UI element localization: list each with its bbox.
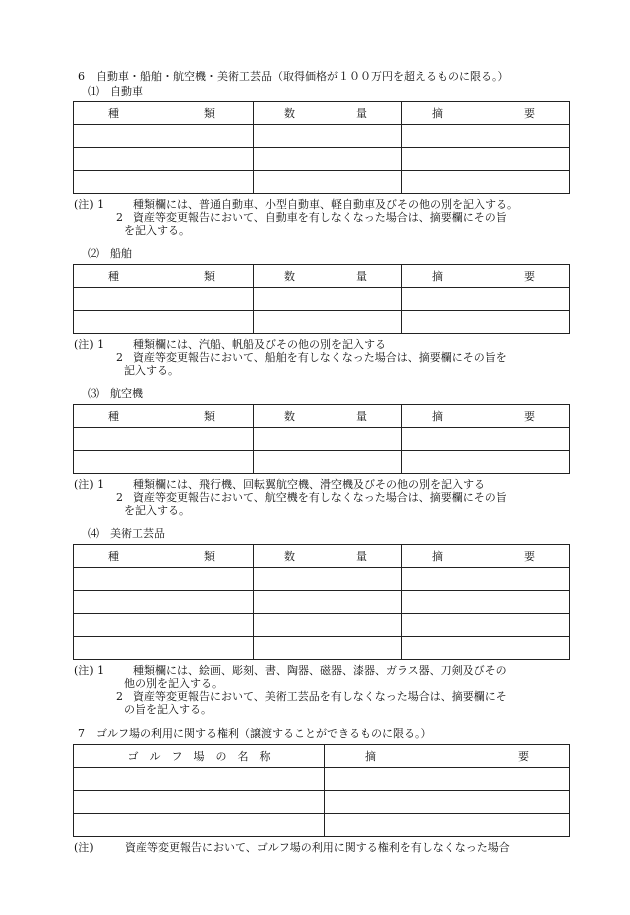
remarks-cell[interactable] bbox=[402, 637, 570, 660]
note-text: 種類欄には、絵画、彫刻、書、陶器、磁器、漆器、ガラス器、刀剣及びその bbox=[133, 664, 507, 677]
qty-cell[interactable] bbox=[254, 568, 402, 591]
table-header-row bbox=[74, 102, 570, 125]
section-7-title: 7 ゴルフ場の利用に関する権利（譲渡することができるものに限る。） bbox=[78, 727, 432, 740]
kind-cell[interactable] bbox=[74, 451, 254, 474]
golf-name-cell[interactable] bbox=[74, 791, 325, 814]
qty-cell[interactable] bbox=[254, 125, 402, 148]
note-text: 他の別を記入する。 bbox=[124, 677, 223, 690]
note-text: 資産等変更報告において、航空機を有しなくなった場合は、摘要欄にその旨 bbox=[133, 491, 507, 504]
qty-cell[interactable] bbox=[254, 451, 402, 474]
header-remarks-a: 摘 bbox=[432, 550, 443, 563]
table-header-row bbox=[74, 405, 570, 428]
header-qty-a: 数 bbox=[284, 107, 295, 120]
aircraft-table bbox=[73, 404, 570, 474]
remarks-cell[interactable] bbox=[402, 171, 570, 194]
remarks-cell[interactable] bbox=[402, 591, 570, 614]
ship-heading: ⑵ 船舶 bbox=[88, 247, 132, 260]
header-kind-a: 種 bbox=[108, 270, 119, 283]
remarks-cell[interactable] bbox=[402, 311, 570, 334]
header-remarks-b: 要 bbox=[524, 270, 535, 283]
table-row bbox=[74, 791, 570, 814]
table-row bbox=[74, 311, 570, 334]
qty-cell[interactable] bbox=[254, 637, 402, 660]
table-row bbox=[74, 637, 570, 660]
header-kind-b: 類 bbox=[204, 270, 215, 283]
header-remarks-a: 摘 bbox=[432, 410, 443, 423]
header-qty-a: 数 bbox=[284, 410, 295, 423]
aircraft-heading: ⑶ 航空機 bbox=[88, 387, 143, 400]
note-text: 種類欄には、汽船、帆船及びその他の別を記入する bbox=[133, 338, 386, 351]
note-mark: 2 bbox=[116, 351, 123, 364]
header-kind-a: 種 bbox=[108, 410, 119, 423]
table-row bbox=[74, 768, 570, 791]
ship-table bbox=[73, 264, 570, 334]
header-golf-name: ゴ ル フ 場 の 名 称 bbox=[127, 750, 271, 763]
kind-cell[interactable] bbox=[74, 125, 254, 148]
note-mark: 2 bbox=[116, 491, 123, 504]
header-remarks-b: 要 bbox=[524, 550, 535, 563]
kind-cell[interactable] bbox=[74, 171, 254, 194]
qty-cell[interactable] bbox=[254, 614, 402, 637]
header-qty-b: 量 bbox=[356, 550, 367, 563]
header-remarks-a: 摘 bbox=[365, 750, 376, 763]
kind-cell[interactable] bbox=[74, 311, 254, 334]
kind-cell[interactable] bbox=[74, 614, 254, 637]
kind-cell[interactable] bbox=[74, 148, 254, 171]
remarks-cell[interactable] bbox=[325, 814, 570, 837]
kind-cell[interactable] bbox=[74, 568, 254, 591]
note-mark: 2 bbox=[116, 690, 123, 703]
note-text: を記入する。 bbox=[124, 504, 190, 517]
header-qty-a: 数 bbox=[284, 270, 295, 283]
remarks-cell[interactable] bbox=[402, 148, 570, 171]
header-kind-b: 類 bbox=[204, 550, 215, 563]
header-remarks-b: 要 bbox=[524, 107, 535, 120]
car-heading: ⑴ 自動車 bbox=[88, 85, 143, 98]
note-mark: (注) 1 bbox=[74, 198, 105, 211]
note-text: 記入する。 bbox=[124, 364, 179, 377]
table-row bbox=[74, 591, 570, 614]
table-header-row bbox=[74, 745, 570, 768]
qty-cell[interactable] bbox=[254, 171, 402, 194]
golf-table bbox=[73, 744, 570, 837]
table-row bbox=[74, 451, 570, 474]
note-text: 資産等変更報告において、ゴルフ場の利用に関する権利を有しなくなった場合 bbox=[125, 841, 510, 854]
table-row bbox=[74, 288, 570, 311]
header-qty-b: 量 bbox=[356, 270, 367, 283]
header-remarks-a: 摘 bbox=[432, 107, 443, 120]
section-6-title: 6 自動車・船舶・航空機・美術工芸品（取得価格が１００万円を超えるものに限る。） bbox=[78, 70, 509, 83]
kind-cell[interactable] bbox=[74, 288, 254, 311]
kind-cell[interactable] bbox=[74, 637, 254, 660]
table-header-row bbox=[74, 545, 570, 568]
car-table bbox=[73, 101, 570, 194]
qty-cell[interactable] bbox=[254, 428, 402, 451]
table-row bbox=[74, 125, 570, 148]
note-mark: (注) bbox=[74, 841, 94, 854]
art-heading: ⑷ 美術工芸品 bbox=[88, 527, 165, 540]
note-mark: (注) 1 bbox=[74, 338, 105, 351]
table-row bbox=[74, 568, 570, 591]
header-kind-b: 類 bbox=[204, 410, 215, 423]
note-text: の旨を記入する。 bbox=[124, 703, 212, 716]
qty-cell[interactable] bbox=[254, 591, 402, 614]
header-kind-a: 種 bbox=[108, 107, 119, 120]
remarks-cell[interactable] bbox=[325, 791, 570, 814]
art-table bbox=[73, 544, 570, 660]
note-mark: (注) 1 bbox=[74, 478, 105, 491]
table-row bbox=[74, 171, 570, 194]
qty-cell[interactable] bbox=[254, 288, 402, 311]
remarks-cell[interactable] bbox=[402, 451, 570, 474]
remarks-cell[interactable] bbox=[402, 125, 570, 148]
header-qty-b: 量 bbox=[356, 410, 367, 423]
kind-cell[interactable] bbox=[74, 428, 254, 451]
remarks-cell[interactable] bbox=[325, 768, 570, 791]
qty-cell[interactable] bbox=[254, 311, 402, 334]
header-remarks-a: 摘 bbox=[432, 270, 443, 283]
note-text: を記入する。 bbox=[124, 224, 190, 237]
table-header-row bbox=[74, 265, 570, 288]
table-row bbox=[74, 814, 570, 837]
remarks-cell[interactable] bbox=[402, 428, 570, 451]
remarks-cell[interactable] bbox=[402, 568, 570, 591]
header-qty-a: 数 bbox=[284, 550, 295, 563]
note-text: 資産等変更報告において、自動車を有しなくなった場合は、摘要欄にその旨 bbox=[133, 211, 507, 224]
note-text: 資産等変更報告において、船舶を有しなくなった場合は、摘要欄にその旨を bbox=[133, 351, 507, 364]
header-qty-b: 量 bbox=[356, 107, 367, 120]
remarks-cell[interactable] bbox=[402, 614, 570, 637]
header-remarks-b: 要 bbox=[524, 410, 535, 423]
table-row bbox=[74, 148, 570, 171]
note-text: 種類欄には、普通自動車、小型自動車、軽自動車及びその他の別を記入する。 bbox=[133, 198, 518, 211]
qty-cell[interactable] bbox=[254, 148, 402, 171]
header-kind-a: 種 bbox=[108, 550, 119, 563]
kind-cell[interactable] bbox=[74, 591, 254, 614]
remarks-cell[interactable] bbox=[402, 288, 570, 311]
note-text: 資産等変更報告において、美術工芸品を有しなくなった場合は、摘要欄にそ bbox=[133, 690, 507, 703]
header-kind-b: 類 bbox=[204, 107, 215, 120]
table-row bbox=[74, 428, 570, 451]
note-mark: 2 bbox=[116, 211, 123, 224]
header-remarks-b: 要 bbox=[518, 750, 529, 763]
note-mark: (注) 1 bbox=[74, 664, 105, 677]
note-text: 種類欄には、飛行機、回転翼航空機、滑空機及びその他の別を記入する bbox=[133, 478, 485, 491]
table-row bbox=[74, 614, 570, 637]
golf-name-cell[interactable] bbox=[74, 768, 325, 791]
golf-name-cell[interactable] bbox=[74, 814, 325, 837]
